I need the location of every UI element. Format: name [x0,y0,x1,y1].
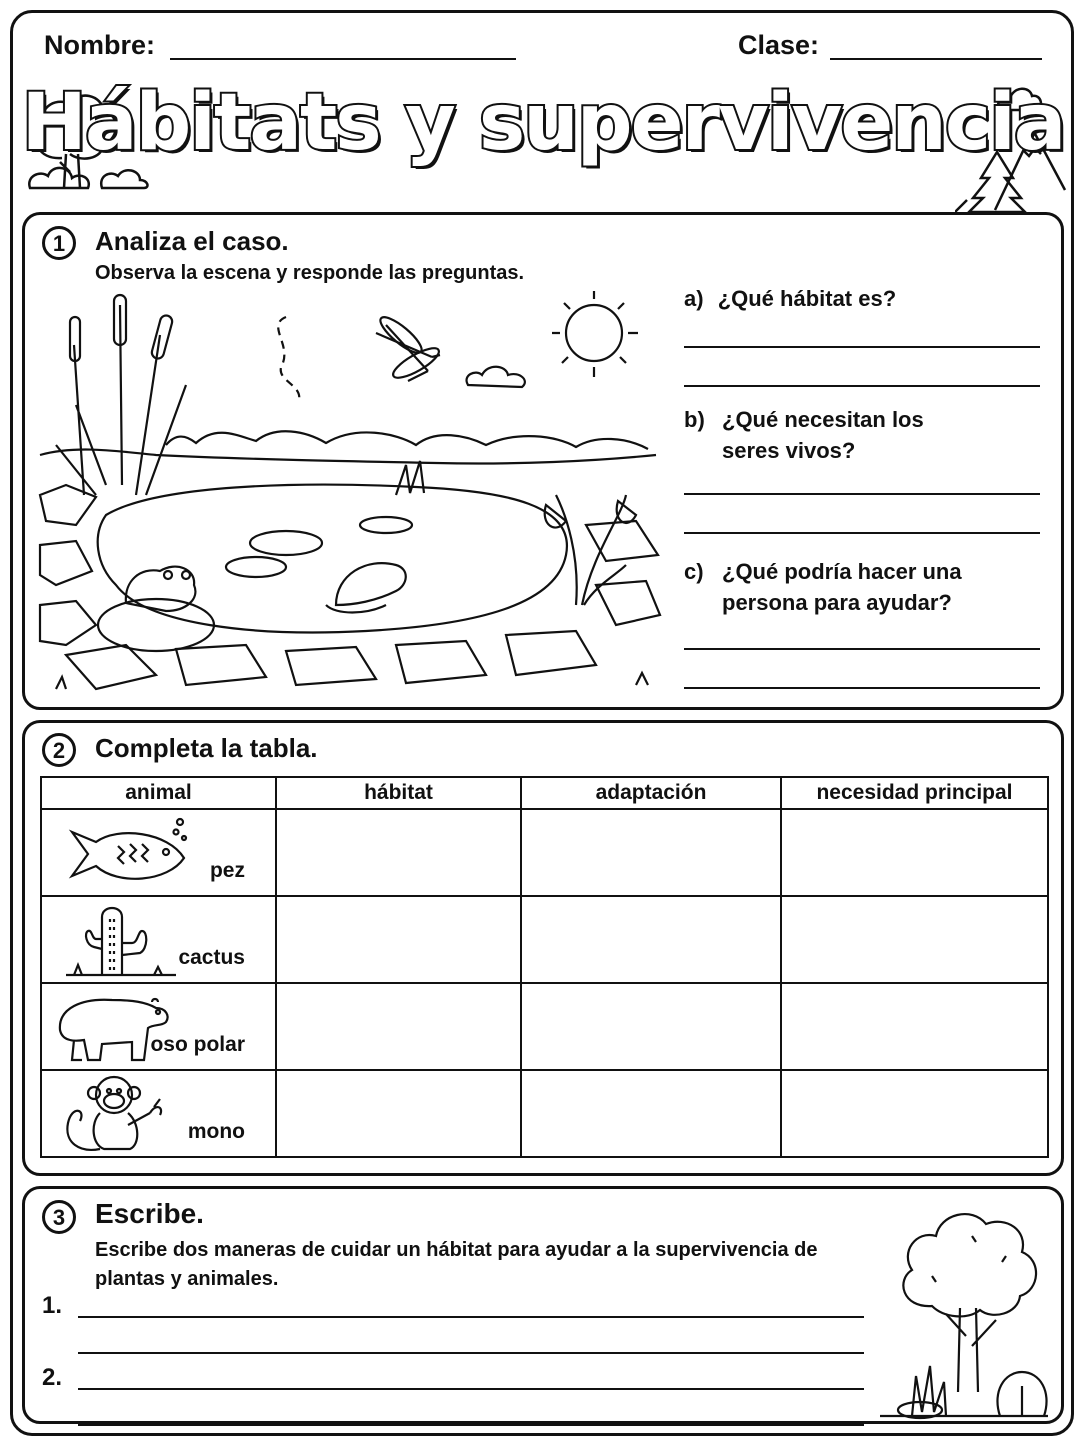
question-b-text: ¿Qué necesitan los seres vivos? [722,407,924,463]
question-a [684,283,1054,314]
table-header-row [41,777,1048,809]
class-label: Clase: [738,30,820,60]
tree-bush-decoration-icon [872,1196,1056,1422]
table-row [41,809,1048,896]
need-cell-polar-bear[interactable] [781,983,1048,1070]
need-cell-monkey[interactable] [781,1070,1048,1157]
column-header-animal: animal [41,777,276,809]
table-row [41,896,1048,983]
section-3-instruction: Escribe dos maneras de cuidar un hábitat para ayudar a la supervivencia de plantas y animales. [95,1239,818,1290]
write-item-number-2: 2. [42,1364,63,1391]
table-row [41,1070,1048,1157]
animal-name-fish: pez [209,859,245,882]
answer-line-b1[interactable] [684,493,1040,495]
column-header-habitat: hábitat [276,777,521,809]
adaptation-cell-fish[interactable] [521,809,781,896]
animal-name-cactus: cactus [178,946,245,969]
question-b [684,404,944,466]
column-header-main-need: necesidad principal [781,777,1048,809]
animal-cell [41,809,276,896]
question-a-letter: a) [684,286,704,311]
section-1-title: Analiza el caso. [95,226,289,256]
name-label: Nombre: [44,30,156,60]
write-line-1a[interactable] [78,1316,864,1318]
answer-line-a1[interactable] [684,346,1040,348]
adaptation-cell-polar-bear[interactable] [521,983,781,1070]
section-1-subtitle: Observa la escena y responde las preguntas. [95,262,525,284]
answer-line-c1[interactable] [684,648,1040,650]
section-3-title: Escribe. [95,1198,204,1229]
page-title: Hábitats y supervivencia [21,78,1065,168]
question-c-letter: c) [684,559,704,584]
adaptation-cell-monkey[interactable] [521,1070,781,1157]
answer-line-a2[interactable] [684,385,1040,387]
question-a-text: ¿Qué hábitat es? [717,286,897,311]
section-number-2: 2 [42,733,76,767]
animal-cell [41,983,276,1070]
section-number-3: 3 [42,1200,76,1234]
habitat-cell-fish[interactable] [276,809,521,896]
habitat-cell-cactus[interactable] [276,896,521,983]
habitat-table [40,776,1049,1158]
animal-name-monkey: mono [187,1120,245,1143]
pond-scene-illustration-icon [36,285,666,697]
question-c-text: ¿Qué podría hacer una persona para ayudar? [722,559,962,615]
answer-line-b2[interactable] [684,532,1040,534]
section-number-1: 1 [42,226,76,260]
animal-cell [41,1070,276,1157]
monkey-icon [60,1073,180,1153]
name-input-line[interactable] [170,58,516,60]
animal-cell [41,896,276,983]
need-cell-fish[interactable] [781,809,1048,896]
adaptation-cell-cactus[interactable] [521,896,781,983]
fish-icon [58,816,188,888]
write-item-number-1: 1. [42,1292,63,1319]
class-input-line[interactable] [830,58,1042,60]
table-row [41,983,1048,1070]
write-line-1b[interactable] [78,1352,864,1354]
answer-line-c2[interactable] [684,687,1040,689]
write-line-2b[interactable] [78,1424,864,1426]
habitat-cell-monkey[interactable] [276,1070,521,1157]
cactus-icon [66,903,176,979]
question-c [684,556,984,618]
section-2-title: Completa la tabla. [95,733,318,763]
column-header-adaptation: adaptación [521,777,781,809]
question-b-letter: b) [684,407,705,432]
animal-name-polar-bear: oso polar [150,1033,245,1056]
need-cell-cactus[interactable] [781,896,1048,983]
write-line-2a[interactable] [78,1388,864,1390]
habitat-cell-polar-bear[interactable] [276,983,521,1070]
